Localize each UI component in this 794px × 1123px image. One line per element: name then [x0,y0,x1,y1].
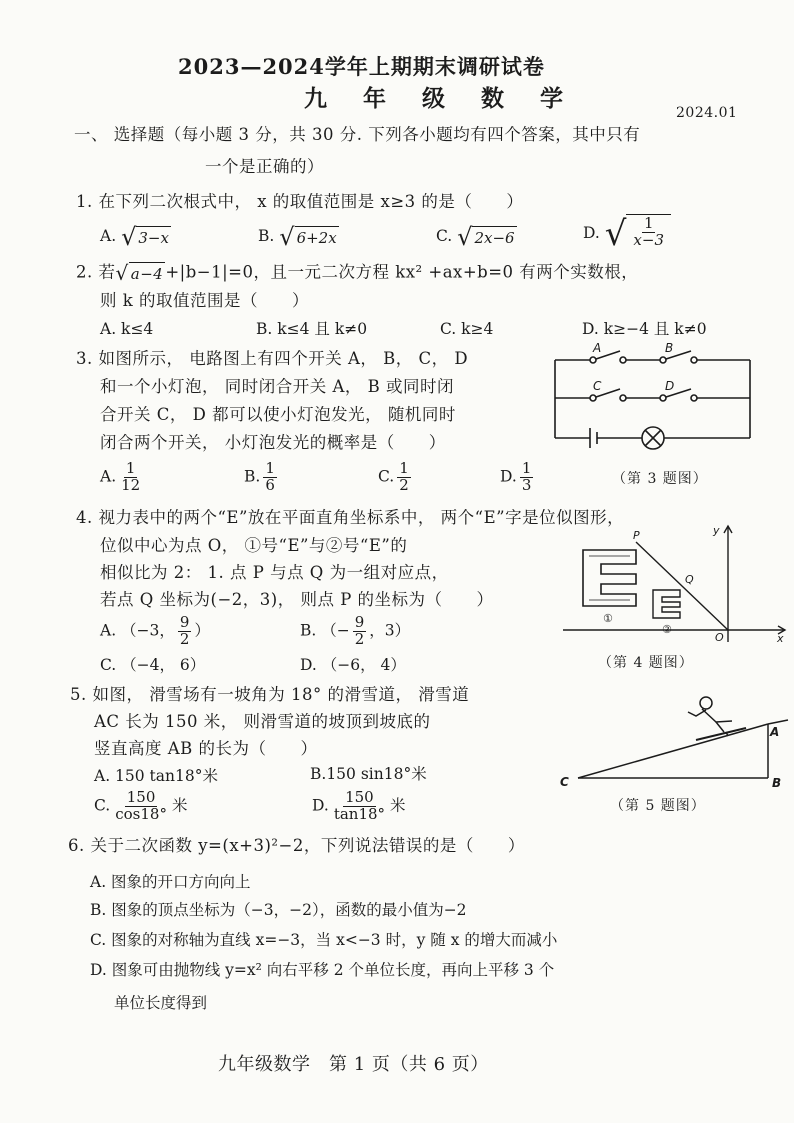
switch-d-label: D [665,379,675,393]
q1-option-c[interactable]: C. √ 2x−6 [436,223,515,251]
q5-option-c[interactable]: C. $\frac{150}{\cos 18^\circ}$ 米 [94,788,188,823]
circuit-diagram [545,340,760,452]
q2-option-c[interactable]: C. k≥4 [440,320,494,338]
q5-option-b[interactable]: B.150 sin18°米 [310,765,427,783]
q2-option-d[interactable]: D. k≥−4 且 k≠0 [582,320,707,338]
ski-slope-figure [556,688,792,788]
q2-option-b[interactable]: B. k≤4 且 k≠0 [256,320,368,338]
q4-line-2: 位似中心为点 O， ①号“E”与②号“E”的 [100,536,408,555]
q6-option-a[interactable]: A. 图象的开口方向向上 [90,873,251,891]
axis-x-label: x [777,632,784,645]
q3-line-2: 和一个小灯泡， 同时闭合开关 A， B 或同时闭 [100,377,455,396]
q5-option-a[interactable]: A. 150 tan18°米 [94,767,218,785]
axis-y-label: y [713,524,720,537]
switch-a-label: A [593,341,602,355]
q4-option-d[interactable]: D. （−6， 4） [300,656,406,674]
point-p-label: P [633,529,640,542]
q3-option-b[interactable]: B. $\frac{1}{6}$ [244,459,275,494]
e2-label: ② [662,623,672,636]
q6-option-c[interactable]: C. 图象的对称轴为直线 x=−3，当 x<−3 时，y 随 x 的增大而减小 [90,931,558,949]
origin-label: O [715,631,724,644]
q3-line-4: 闭合两个开关， 小灯泡发光的概率是（ ） [100,433,446,452]
switch-b-label: B [665,341,674,355]
q2-stem-cont: 则 k 的取值范围是（ ） [100,291,309,310]
section-heading-cont: 一个是正确的） [205,157,324,176]
point-q-label: Q [685,573,694,586]
e1-label: ① [603,612,613,625]
q4-line-3: 相似比为 2： 1. 点 P 与点 Q 为一组对应点， [100,563,449,582]
exam-title: 2023—2024学年上期期末调研试卷 [178,54,545,79]
q3-line-1: 3. 如图所示， 电路图上有四个开关 A， B， C， D [76,349,469,368]
q2-stem: 2. 若 √ a−4 +|b−1|=0，且一元二次方程 kx² +ax+b=0 有两个实数根， [76,261,639,285]
q4-option-b[interactable]: B. （− $\frac{9}{2}$ ，3） [300,613,411,648]
q1-stem: 1. 在下列二次根式中， x 的取值范围是 x≥3 的是（ ） [76,192,524,211]
q5-line-1: 5. 如图， 滑雪场有一坡角为 18° 的滑雪道， 滑雪道 [70,685,470,704]
q4-line-1: 4. 视力表中的两个“E”放在平面直角坐标系中， 两个“E”字是位似图形， [76,508,625,527]
q3-option-a[interactable]: A. $\frac{1}{12}$ [100,459,141,494]
section-heading: 一、 选择题（每小题 3 分，共 30 分. 下列各小题均有四个答案，其中只有 [74,125,641,144]
q4-option-c[interactable]: C. （−4， 6） [100,656,206,674]
q5-line-2: AC 长为 150 米， 则滑雪道的坡顶到坡底的 [94,712,431,731]
q3-line-3: 合开关 C， D 都可以使小灯泡发光， 随机同时 [100,405,456,424]
q6-option-b[interactable]: B. 图象的顶点坐标为（−3，−2），函数的最小值为−2 [90,901,467,919]
q4-line-4: 若点 Q 坐标为(−2，3)， 则点 P 的坐标为（ ） [100,590,494,609]
q1-option-b[interactable]: B. √ 6+2x [258,223,337,251]
point-c-label: C [560,775,569,788]
q3-figure-caption: （第 3 题图） [612,471,708,487]
point-a-label: A [770,725,780,739]
q3-option-d[interactable]: D. $\frac{1}{3}$ [500,459,532,494]
q5-option-d[interactable]: D. $\frac{150}{\tan 18^\circ}$ 米 [312,788,406,823]
q6-option-d[interactable]: D. 图象可由抛物线 y=x² 向右平移 2 个单位长度，再向上平移 3 个 [90,961,555,979]
q4-option-a[interactable]: A. （−3， $\frac{9}{2}$ ） [100,613,210,648]
q4-figure-caption: （第 4 题图） [598,655,694,671]
q6-option-d-cont: 单位长度得到 [114,994,208,1012]
q6-stem: 6. 关于二次函数 y=(x+3)²−2，下列说法错误的是（ ） [68,836,525,855]
q2-option-a[interactable]: A. k≤4 [100,320,154,338]
q3-option-c[interactable]: C. $\frac{1}{2}$ [378,459,409,494]
q5-line-3: 竖直高度 AB 的长为（ ） [94,739,318,758]
exam-subject: 九 年 级 数 学 [304,85,578,112]
q1-option-a[interactable]: A. √ 3−x [100,223,169,251]
switch-c-label: C [593,379,602,393]
point-b-label: B [772,776,782,788]
exam-date: 2024.01 [676,105,738,121]
coordinate-figure [563,520,791,645]
q1-option-d[interactable]: D. √ $\frac{1}{x-3}$ [583,214,671,254]
page-footer: 九年级数学 第 1 页（共 6 页） [218,1054,489,1075]
q5-figure-caption: （第 5 题图） [610,798,706,814]
